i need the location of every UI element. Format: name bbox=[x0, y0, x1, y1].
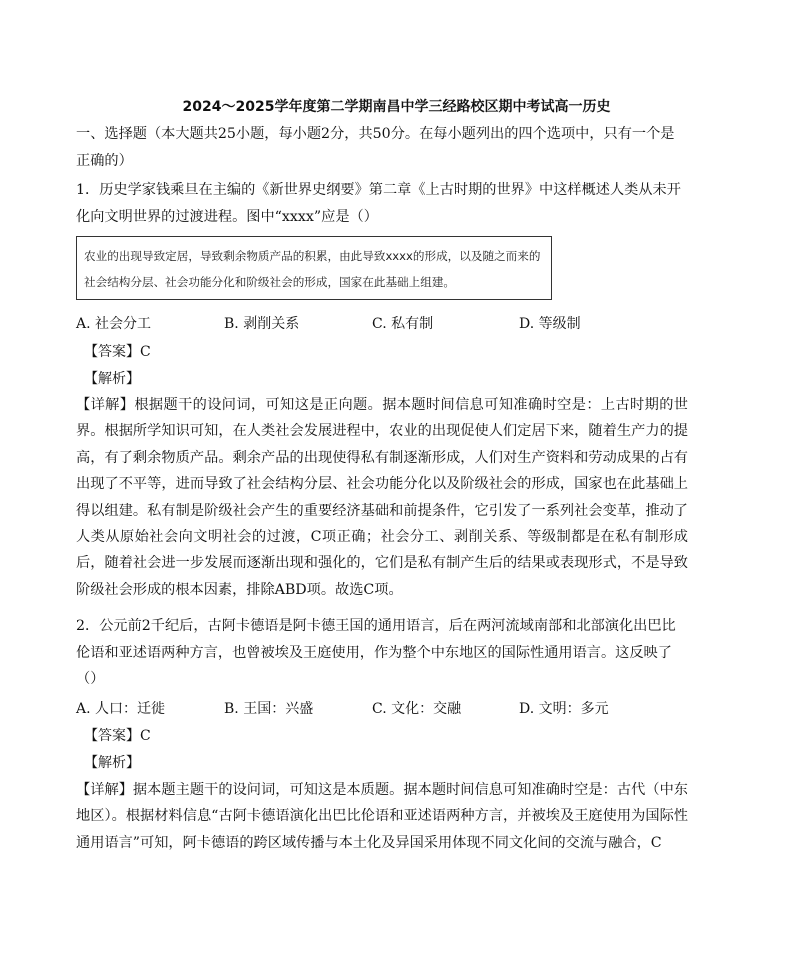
question-1-answer: 【答案】C bbox=[84, 344, 151, 360]
question-2-option-b: B. 王国：兴盛 bbox=[224, 701, 314, 717]
question-1-analysis-label: 【解析】 bbox=[84, 371, 140, 387]
question-2-analysis-label: 【解析】 bbox=[84, 755, 140, 771]
question-2-stem: 2．公元前2千纪后，古阿卡德语是阿卡德王国的通用语言，后在两河流域南部和北部演化出巴比伦语和亚述语两种方言，也曾被埃及王庭使用，作为整个中东地区的国际性通用语言。这反映了（） bbox=[76, 618, 676, 687]
question-1-option-a: A. 社会分工 bbox=[76, 316, 152, 332]
question-1-quote-box: 农业的出现导致定居，导致剩余物质产品的积累，由此导致xxxx的形成，以及随之而来的社会结构分层、社会功能分化和阶级社会的形成，国家在此基础上组建。 bbox=[76, 236, 552, 300]
question-2-detail: 【详解】据本题主题干的设问词，可知这是本质题。据本题时间信息可知准确时空是：古代（中东地区）。根据材料信息“古阿卡德语演化出巴比伦语和亚述语两种方言，并被埃及王庭使用为国际性通用语言”可知，阿卡德语的跨区域传播与本土化及异国采用体现不同文化间的交流与融合，C bbox=[76, 782, 688, 851]
section-heading: 一、选择题（本大题共25小题，每小题2分，共50分。在每小题列出的四个选项中，只有一个是正确的） bbox=[76, 126, 675, 169]
question-2-answer: 【答案】C bbox=[84, 728, 151, 744]
question-1-stem: 1．历史学家钱乘旦在主编的《新世界史纲要》第二章《上古时期的世界》中这样概述人类从未开化向文明世界的过渡进程。图中“xxxx”应是（） bbox=[76, 182, 681, 225]
question-2-options bbox=[76, 698, 696, 722]
question-1-detail: 【详解】根据题干的设问词，可知这是正向题。据本题时间信息可知准确时空是：上古时期的世界。根据所学知识可知，在人类社会发展进程中，农业的出现促使人们定居下来，随着生产力的提高，有了剩余物质产品。剩余产品的出现使得私有制逐渐形成，人们对生产资料和劳动成果的占有出现了不平等，进而导致了社会结构分层、社会功能分化以及阶级社会的形成，国家也在此基础上得以组建。私有制是阶级社会产生的重要经济基础和前提条件，它引发了一系列社会变革，推动了人类从原始社会向文明社会的过渡，C项正确；社会分工、剥削关系、等级制都是在私有制形成后，随着社会进一步发展而逐渐出现和强化的，它们是私有制产生后的结果或表现形式，不是导致阶级社会形成的根本因素，排除ABD项。故选C项。 bbox=[76, 397, 688, 598]
question-2-option-c: C. 文化：交融 bbox=[372, 701, 462, 717]
question-2-option-a: A. 人口：迁徙 bbox=[76, 701, 166, 717]
question-1-option-b: B. 剥削关系 bbox=[224, 316, 300, 332]
question-1-options bbox=[76, 313, 696, 337]
page-title: 2024～2025学年度第二学期南昌中学三经路校区期中考试高一历史 bbox=[182, 99, 611, 115]
question-1-option-d: D. 等级制 bbox=[519, 316, 581, 332]
question-1-option-c: C. 私有制 bbox=[372, 316, 434, 332]
question-2-option-d: D. 文明：多元 bbox=[519, 701, 609, 717]
